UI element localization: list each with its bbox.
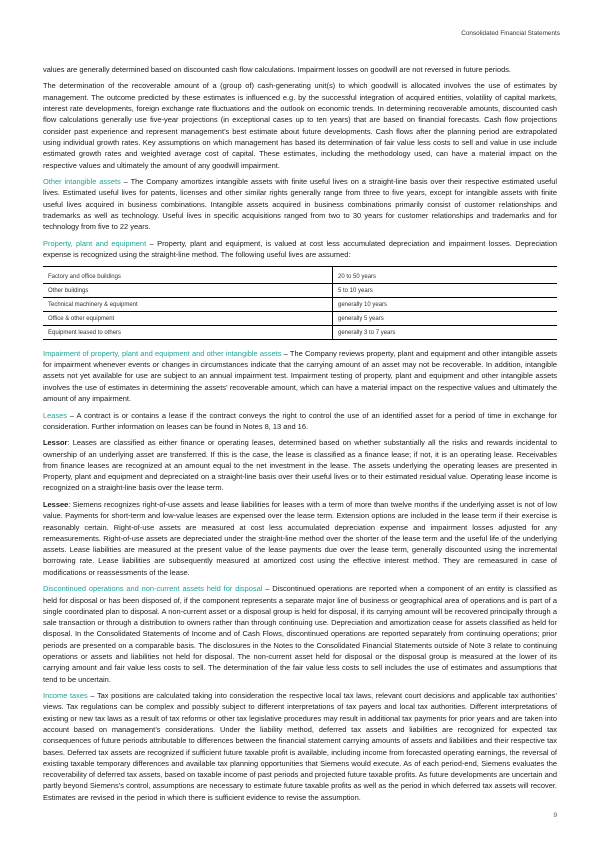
asset-cell: Technical machinery & equipment	[43, 297, 333, 311]
running-header: Consolidated Financial Statements	[461, 30, 560, 37]
section-body: – The Company reviews property, plant and equipment and other intangible assets for impairment whenever events or changes in circumstances indicate that the carrying amount of an asset may not be recoverable. In addition, intangible assets not yet available for use are subject to an annual impairment test. Impairment testing of property, plant and equipment and other intangible assets involves the use of estimates in determining the assets’ recoverable amount, which can have a material impact on the respective values and ultimately the amount of any impairment.	[43, 348, 558, 404]
page-number: 9	[553, 812, 557, 819]
section-heading: Property, plant and equipment	[43, 238, 147, 248]
section-lessor	[43, 437, 557, 493]
section-body: : Leases are classified as either finance or operating leases, determined based on whether substantially all the risks and rewards incidental to ownership of an underlying asset are transferred. If this is the case, the lease is classified as a finance lease; if not, it is an operating lease. Receivables from finance leases are recognized at an amount equal to the net investment in the lease. The assets underlying the operating leases are presented in Property, plant and equipment and depreciated on a straight-line basis over their useful lives or to their estimated residual value. Operating lease income is recognized on a straight-line basis over the lease term.	[43, 438, 557, 493]
section-body: – Property, plant and equipment, is valued at cost less accumulated depreciation and impairment losses. Depreciation expense is recognized using the straight-line method. The following useful lives are assumed:	[43, 238, 557, 260]
useful-lives-table	[43, 266, 557, 340]
asset-cell: Office & other equipment	[43, 311, 333, 325]
section-body: : Siemens recognizes right-of-use assets and lease liabilities for leases with a term of more than twelve months if the underlying asset is not of low value. Payments for short-term and low-value leases are expensed over the lease term. Extension options are included in the lease term if their exercise is reasonably certain. Right-of-use assets are measured at cost less accumulated depreciation expense and impairment losses adjusted for any remeasurements. Right-of-use assets are depreciated under the straight-line method over the shorter of the lease term and the useful life of the underlying assets. Lease liabilities are measured at the present value of the lease payments due over the lease term, generally discounted using the incremental borrowing rate. Lease liabilities are subsequently measured at amortized cost using the effective interest method. They are remeasured in case of modifications or reassessments of the lease.	[43, 499, 557, 577]
life-cell: generally 5 years	[333, 311, 558, 325]
document-body	[43, 64, 557, 808]
section-body: – A contract is or contains a lease if the contract conveys the right to control the use of an identified asset for a period of time in exchange for consideration. Further information on leases can be found in Notes 8, 13 and 16.	[43, 410, 557, 431]
paragraph-goodwill-intro: values are generally determined based on discounted cash flow calculations. Impairment losses on goodwill are not reversed in future periods.	[43, 65, 511, 74]
asset-cell: Equipment leased to others	[43, 325, 333, 339]
section-heading: Leases	[43, 410, 67, 420]
section-heading: Lessor	[43, 438, 68, 448]
asset-cell: Factory and office buildings	[43, 267, 333, 284]
section-property-plant-equipment	[43, 238, 557, 261]
section-lessee	[43, 499, 557, 578]
section-heading: Other intangible assets	[43, 177, 121, 187]
table-row	[43, 267, 557, 284]
section-leases	[43, 410, 557, 433]
life-cell: generally 3 to 7 years	[333, 325, 558, 339]
life-cell: 5 to 10 years	[333, 283, 558, 297]
table-row	[43, 297, 557, 311]
paragraph-recoverable-amount: The determination of the recoverable amount of a (group of) cash-generating unit(s) to which goodwill is allocated involves the use of estimates by management. The outcome predicted by these estimates is influenced e.g. by the successful integration of acquired entities, volatility of capital markets, interest rate developments, foreign exchange rate fluctuations and the outlook on economic trends. In determining recoverable amounts, discounted cash flow calculations generally use five-year projections (in exceptional cases up to ten years) that are based on financial forecasts. Cash flow projections consider past experience and represent management’s best estimate about future developments. Cash flows after the planning period are extrapolated using individual growth rates. Key assumptions on which management has based its determination of fair value less costs to sell and value in use include estimated growth rates and weighted average cost of capital. These estimates, including the methodology used, can have a material impact on the respective values and ultimately the amount of any goodwill impairment.	[43, 81, 557, 170]
section-income-taxes	[43, 690, 557, 803]
section-discontinued-operations	[43, 583, 557, 685]
section-heading: Lessee	[43, 499, 69, 509]
section-body: – Discontinued operations are reported when a component of an entity is classified as held for disposal or has been disposed of, if the component represents a separate major line of business or geographical area of operations and is part of a single coordinated plan to disposal. A non-current asset or a disposal group is held for disposal, if its carrying amount will be recovered principally through a sale transaction or through a distribution to owners rather than through continuing use. Depreciation and amortization cease for assets classified as held for disposal. In the Consolidated Statements of Income and of Cash Flows, discontinued operations are reported separately from continuing operations; prior periods are presented on a comparable basis. The disclosures in the Notes to the Consolidated Financial Statements outside of Note 3 relate to continuing operations or assets and liabilities not held for disposal. The non-current asset held for disposal or the disposal group is measured at the lower of its carrying amount and fair value less costs to sell. The determination of the fair value less costs to sell includes the use of estimates and assumptions that tend to be uncertain.	[43, 584, 557, 684]
section-body: – Tax positions are calculated taking into consideration the respective local tax laws, relevant court decisions and applicable tax authorities’ views. Tax regulations can be complex and possibly subject to different interpretations of tax payers and local tax authorities. Different interpretations of existing or new tax laws as a result of tax reforms or other tax legislative procedures may result in additional tax payments for prior years and are taken into account based on management’s considerations. Under the liability method, deferred tax assets and liabilities are recognized for expected tax consequences of future periods attributable to differences between the financial statement carrying amounts of assets and liabilities and their respective tax bases. Deferred tax assets are recognized if sufficient future taxable profit is available, including income from forecasted operating earnings, the reversal of existing taxable temporary differences and available tax planning opportunities that Siemens would execute. As of each period-end, Siemens evaluates the recoverability of deferred tax assets, based on taxable income of past periods and projected future taxable profits. As future developments are uncertain and partly beyond Siemens’s control, assumptions are necessary to estimate future taxable profits as well as the period in which deferred tax assets will recover. Estimates are revised in the period in which there is sufficient evidence to revise the assumption.	[43, 691, 557, 802]
section-impairment	[43, 348, 557, 404]
life-cell: generally 10 years	[333, 297, 558, 311]
section-heading: Discontinued operations and non-current assets held for disposal	[43, 584, 263, 594]
table-row	[43, 311, 557, 325]
table-row	[43, 283, 557, 297]
section-heading: Impairment of property, plant and equipment and other intangible assets	[43, 348, 282, 358]
section-other-intangible-assets	[43, 176, 557, 232]
section-heading: Income taxes	[43, 691, 88, 701]
life-cell: 20 to 50 years	[333, 267, 558, 284]
asset-cell: Other buildings	[43, 283, 333, 297]
table-row	[43, 325, 557, 339]
section-body: – The Company amortizes intangible assets with finite useful lives on a straight-line basis over their respective estimated useful lives. Estimated useful lives for patents, licenses and other similar rights generally range from three to five years, except for intangible assets with finite useful lives acquired in business combinations. Intangible assets acquired in business combinations primarily consist of customer relationships and trademarks as well as technology. Useful lives in specific acquisitions ranged from two to 30 years for customer relationships and trademarks and for technology from five to 22 years.	[43, 177, 557, 232]
